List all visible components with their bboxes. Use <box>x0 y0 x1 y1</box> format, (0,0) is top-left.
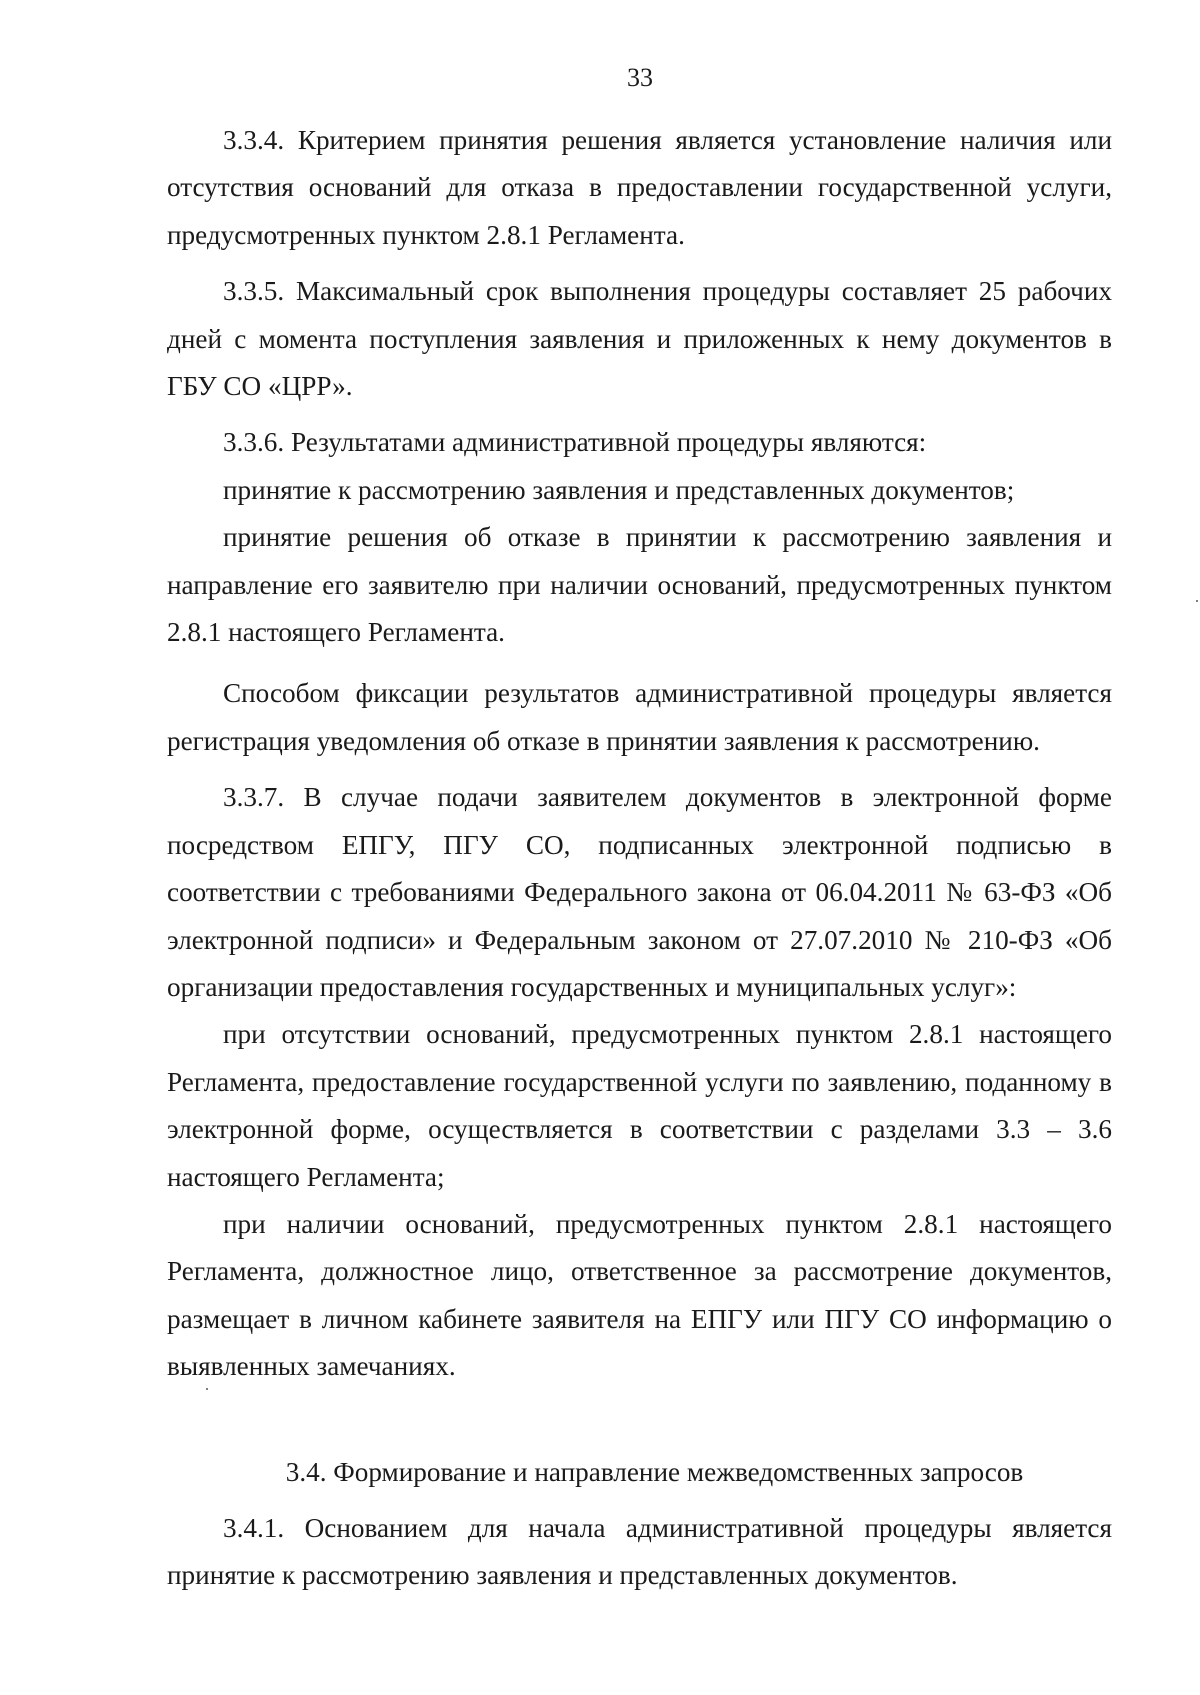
page-number: 33 <box>627 63 653 92</box>
paragraph-fixation-method: Способом фиксации результатов административной процедуры является регистрация уведомления об отказе в принятии заявления к рассмотрению. <box>167 678 1112 756</box>
paragraph-3-3-6: 3.3.6. Результатами административной процедуры являются: <box>223 427 927 458</box>
paragraph-result-accept: принятие к рассмотрению заявления и представленных документов; <box>223 474 1015 505</box>
section-heading-3-4: 3.4. Формирование и направление межведомственных запросов <box>285 1456 1024 1487</box>
paragraph-result-refuse: принятие решения об отказе в принятии к рассмотрению заявления и направление его заявителю при наличии оснований, предусмотренных пунктом 2.8.1 настоящего Регламента. <box>167 522 1112 648</box>
document-body <box>167 117 1112 1600</box>
paragraph-3-3-5: 3.3.5. Максимальный срок выполнения процедуры составляет 25 рабочих дней с момента поступления заявления и приложенных к нему документов в ГБУ СО «ЦРР». <box>167 276 1112 402</box>
scan-speck <box>1196 600 1198 602</box>
scan-speck <box>206 1388 208 1390</box>
paragraph-3-4-1: 3.4.1. Основанием для начала административной процедуры является принятие к рассмотрению заявления и представленных документов. <box>167 1512 1112 1591</box>
paragraph-with-grounds: при наличии оснований, предусмотренных пунктом 2.8.1 настоящего Регламента, должностное лицо, ответственное за рассмотрение документов, размещает в личном кабинете заявителя на ЕПГУ или ПГУ СО информацию о выявленных замечаниях. <box>167 1208 1112 1382</box>
paragraph-3-3-4: 3.3.4. Критерием принятия решения является установление наличия или отсутствия оснований для отказа в предоставлении государственной услуги, предусмотренных пунктом 2.8.1 Регламента. <box>167 125 1112 250</box>
paragraph-no-grounds: при отсутствии оснований, предусмотренных пунктом 2.8.1 настоящего Регламента, предоставление государственной услуги по заявлению, поданному в электронной форме, осуществляется в соответствии с разделами 3.3 – 3.6 настоящего Регламента; <box>167 1019 1112 1192</box>
paragraph-3-3-7: 3.3.7. В случае подачи заявителем документов в электронной форме посредством ЕПГУ, ПГУ СО, подписанных электронной подписью в соответствии с требованиями Федерального закона от 06.04.2011 № 63-ФЗ «Об электронной подписи» и Федеральным законом от 27.07.2010 № 210-ФЗ «Об организации предоставления государственных и муниципальных услуг»: <box>167 782 1112 1002</box>
